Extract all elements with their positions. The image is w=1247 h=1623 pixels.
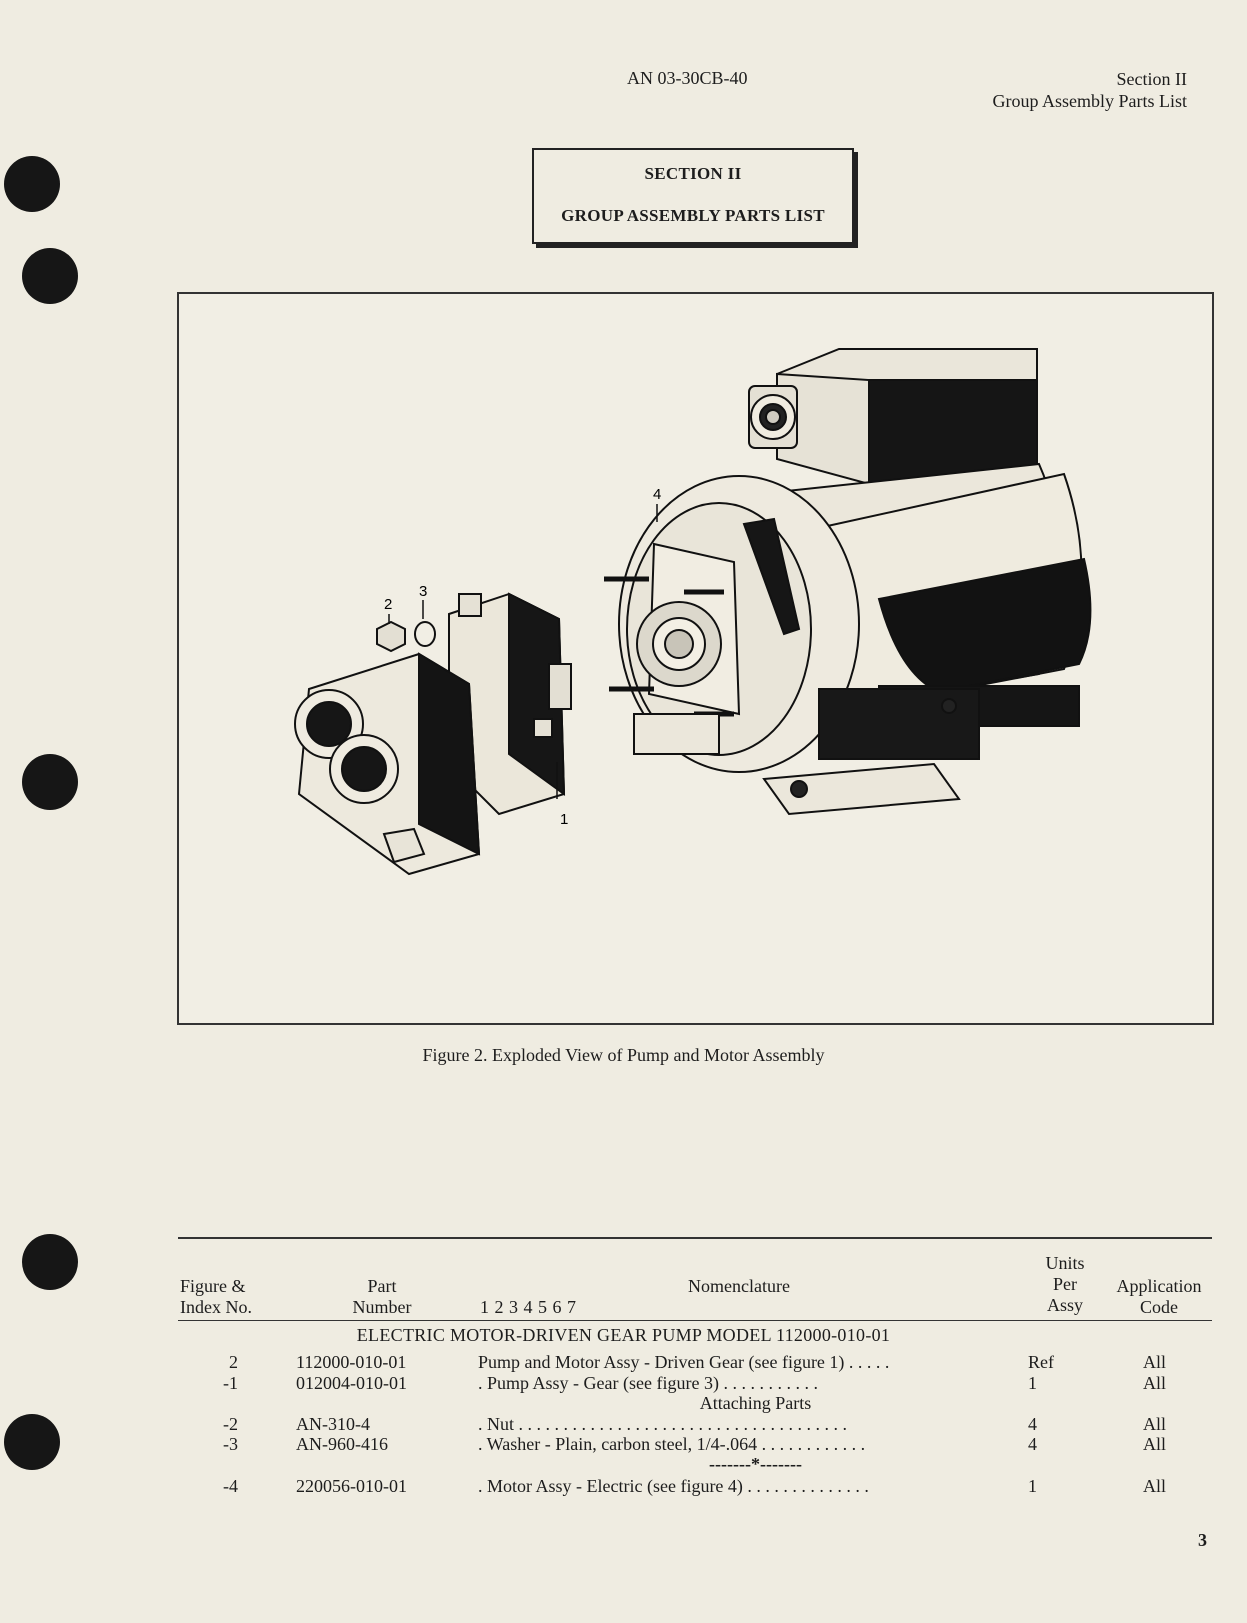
row-part-number: 112000-010-01: [296, 1352, 407, 1372]
exploded-view-illustration: [179, 294, 1212, 1023]
header-part-number: Part Number: [352, 1276, 412, 1317]
row-nomenclature: . Motor Assy - Electric (see figure 4) . . . . . . . . . . . . . .: [478, 1476, 869, 1496]
header-nomenclature: Nomenclature: [688, 1276, 790, 1296]
section-title-box: [532, 148, 854, 244]
row-units: 1: [1028, 1373, 1037, 1393]
table-row: [178, 1476, 1212, 1498]
table-top-rule: [178, 1237, 1212, 1239]
row-part-number: 012004-010-01: [296, 1373, 407, 1393]
table-row: [178, 1434, 1212, 1456]
row-leader: . . . . . . . . . . . . . .: [747, 1476, 869, 1496]
section-title-line1: SECTION II: [644, 164, 742, 183]
header-indent-levels: 1 2 3 4 5 6 7: [480, 1297, 576, 1317]
row-leader: . . . . . . . . . . . .: [761, 1434, 866, 1454]
header-figure-index: Figure & Index No.: [180, 1276, 252, 1317]
row-leader: . . . . . . . . . . .: [723, 1373, 818, 1393]
binder-hole: [4, 156, 60, 212]
row-app-code: All: [1143, 1352, 1167, 1372]
table-header-rule: [178, 1320, 1212, 1321]
page-number: 3: [1198, 1530, 1207, 1550]
callout-1: 1: [560, 811, 569, 828]
row-app-code: All: [1143, 1373, 1167, 1393]
row-part-number: AN-310-4: [296, 1414, 370, 1434]
row-index: -3: [223, 1434, 238, 1454]
row-part-number: AN-960-416: [296, 1434, 388, 1454]
row-app-code: All: [1143, 1476, 1167, 1496]
figure-caption: Figure 2. Exploded View of Pump and Motor Assembly: [422, 1045, 825, 1065]
callout-3: 3: [419, 583, 428, 600]
row-nomenclature: Pump and Motor Assy - Driven Gear (see figure 1) . . . . .: [478, 1352, 890, 1372]
row-app-code: All: [1143, 1414, 1167, 1434]
motor-assembly-drawing: [604, 349, 1090, 814]
row-index: -1: [223, 1373, 238, 1393]
row-index: -4: [223, 1476, 238, 1496]
assembly-title: ELECTRIC MOTOR-DRIVEN GEAR PUMP MODEL 112000-010-01: [356, 1325, 891, 1345]
binder-hole: [22, 248, 78, 304]
callout-2: 2: [384, 596, 393, 613]
row-leader: . . . . . . . . . . . . . . . . . . . . . . . . . . . . . . . . . . . . .: [518, 1414, 847, 1434]
header-application-code: Application Code: [1116, 1276, 1202, 1317]
row-index: -2: [223, 1414, 238, 1434]
row-units: Ref: [1028, 1352, 1054, 1372]
binder-hole: [22, 754, 78, 810]
row-nomenclature: . Pump Assy - Gear (see figure 3) . . . . . . . . . . .: [478, 1373, 818, 1393]
row-part-number: 220056-010-01: [296, 1476, 407, 1496]
row-units: 1: [1028, 1476, 1037, 1496]
header-units-per-assy: Units Per Assy: [1045, 1253, 1085, 1315]
row-leader: . . . . .: [848, 1352, 890, 1372]
table-row: [178, 1352, 1212, 1374]
callout-4: 4: [653, 486, 662, 503]
attaching-parts-separator: -------*-------: [709, 1454, 802, 1474]
section-title-line2: GROUP ASSEMBLY PARTS LIST: [561, 206, 825, 225]
doc-number: AN 03-30CB-40: [627, 68, 748, 88]
table-row: [178, 1414, 1212, 1436]
figure-frame: [177, 292, 1214, 1025]
binder-hole: [22, 1234, 78, 1290]
row-nomenclature: . Washer - Plain, carbon steel, 1/4-.064 . . . . . . . . . . . .: [478, 1434, 866, 1454]
row-nomenclature: . Nut . . . . . . . . . . . . . . . . . . . . . . . . . . . . . . . . . . . . .: [478, 1414, 847, 1434]
pump-assembly-drawing: [295, 594, 571, 874]
attaching-parts-label: Attaching Parts: [699, 1393, 812, 1413]
row-index: 2: [229, 1352, 238, 1372]
row-units: 4: [1028, 1414, 1037, 1434]
row-app-code: All: [1143, 1434, 1167, 1454]
running-head-section: Section II: [1116, 69, 1187, 89]
binder-hole: [4, 1414, 60, 1470]
running-head-title: Group Assembly Parts List: [992, 91, 1187, 111]
table-row: [178, 1373, 1212, 1395]
row-units: 4: [1028, 1434, 1037, 1454]
running-head: [992, 68, 1187, 112]
